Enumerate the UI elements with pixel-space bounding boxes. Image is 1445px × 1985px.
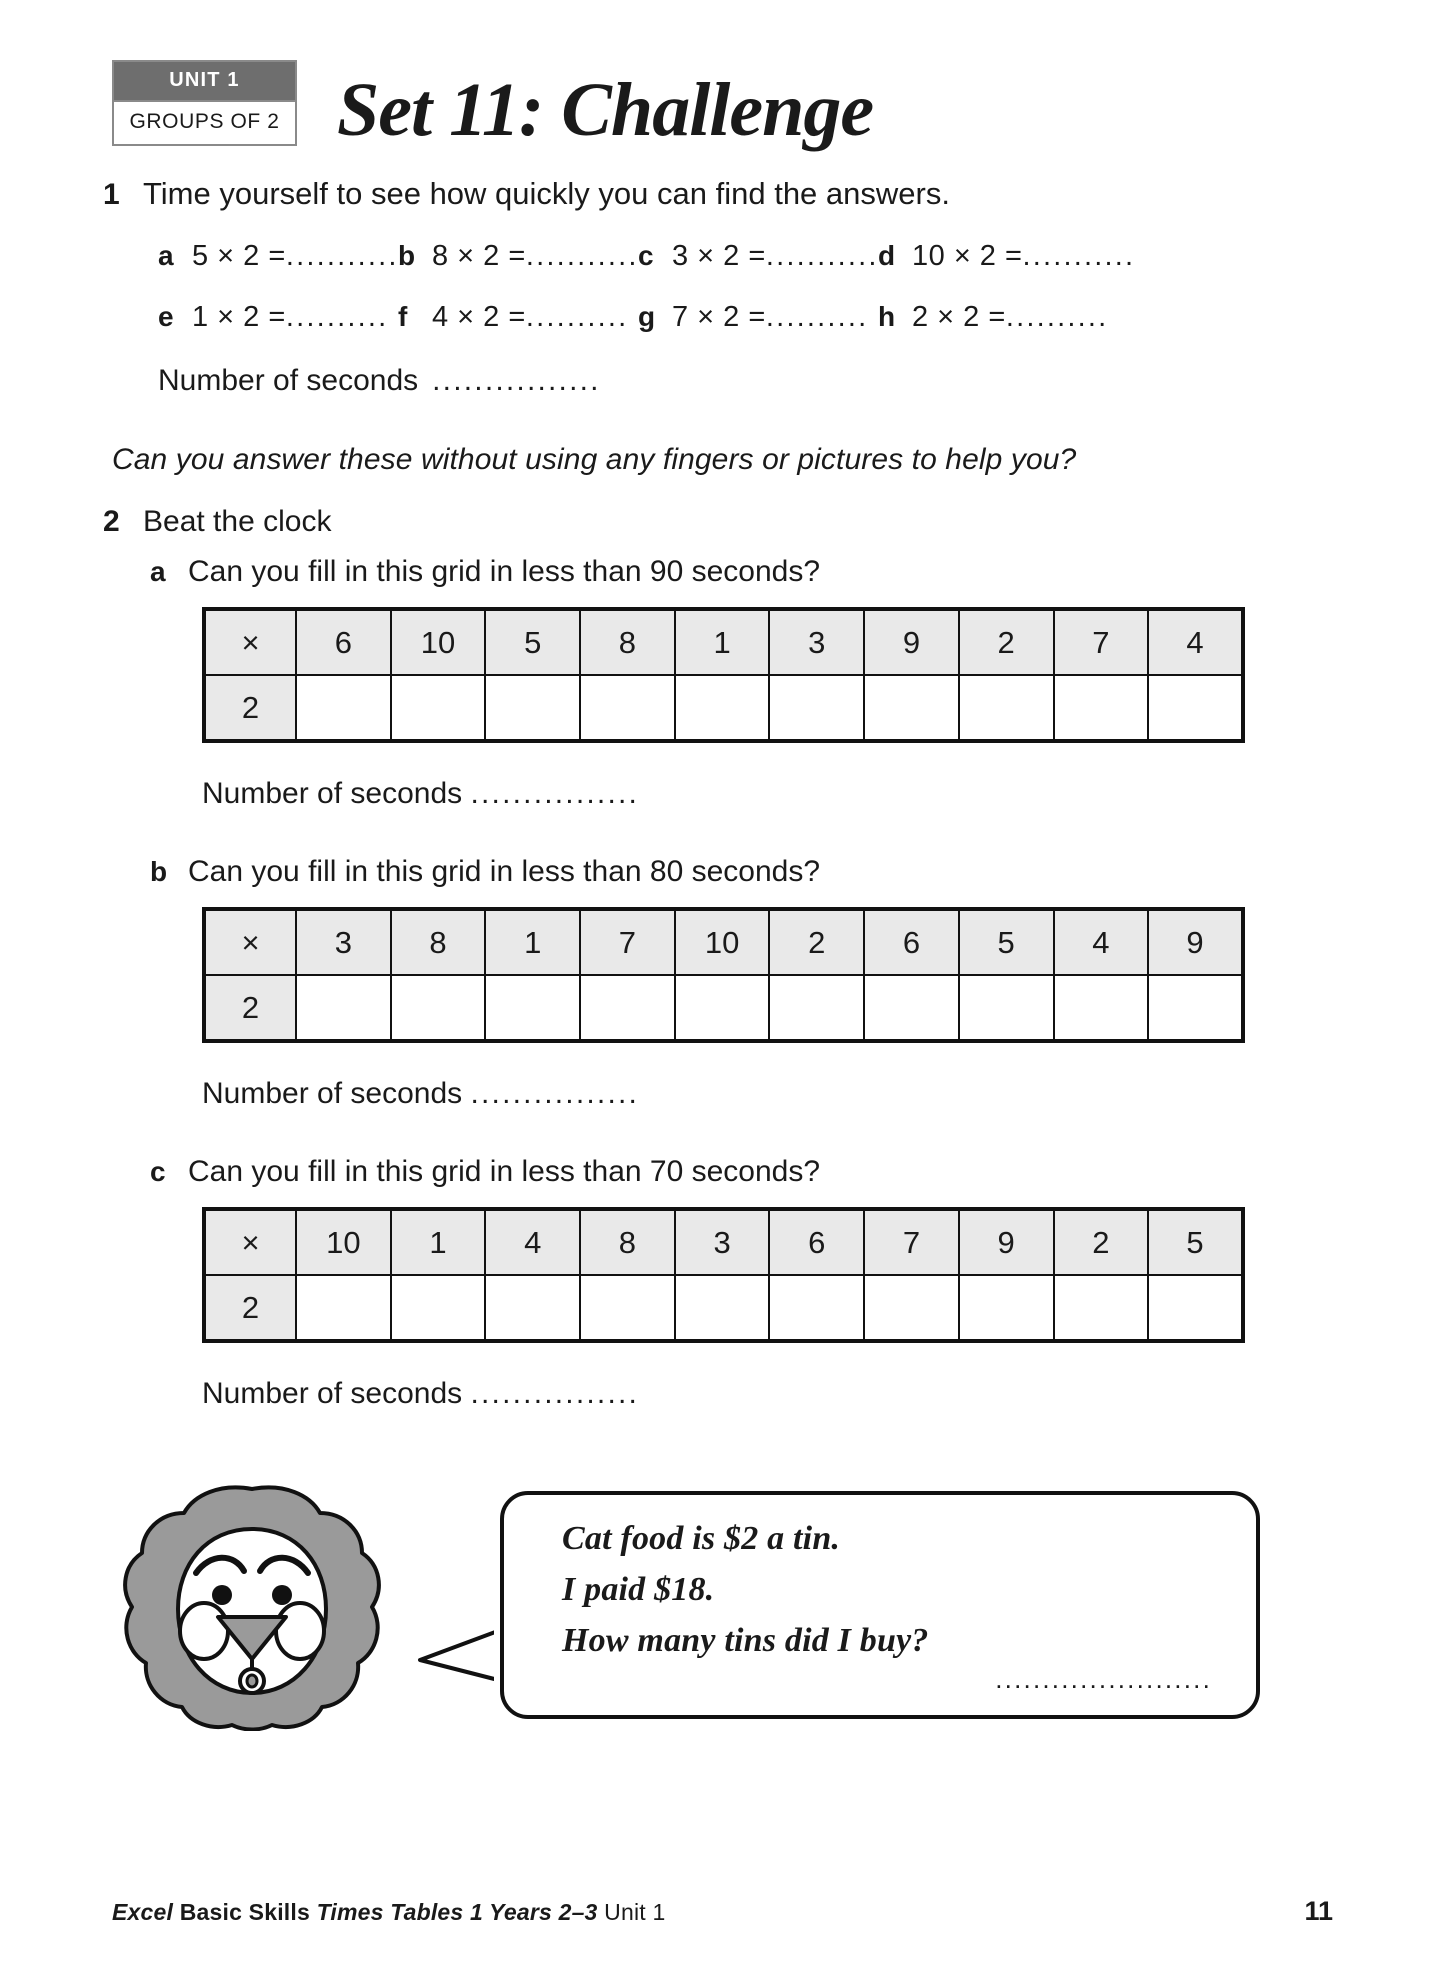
grid-c-cell-9[interactable] [1054, 1275, 1149, 1341]
grid-a-cell-4[interactable] [580, 675, 675, 741]
footer-series: Times Tables 1 Years 2–3 [316, 1899, 598, 1925]
problem-a [158, 240, 398, 273]
grid-c-h2: 1 [391, 1209, 486, 1275]
grid-c-cell-3[interactable] [485, 1275, 580, 1341]
grid-b-cell-4[interactable] [580, 975, 675, 1041]
page-title: Set 11: Challenge [337, 68, 874, 152]
grid-b-h0: × [204, 909, 296, 975]
problem-b-answer-blank[interactable]: ........... [525, 240, 639, 273]
problem-row-2 [0, 301, 1445, 334]
problem-h-expression: 2 × 2 = [912, 301, 1006, 334]
problem-f-answer-blank[interactable]: .......... [525, 301, 629, 334]
problem-d-letter: d [878, 240, 896, 272]
problem-g-answer-blank[interactable]: .......... [765, 301, 869, 334]
part-a-seconds-label: Number of seconds [202, 777, 463, 811]
grid-c-cell-6[interactable] [769, 1275, 864, 1341]
grid-b-cell-9[interactable] [1054, 975, 1149, 1041]
unit-badge [112, 60, 297, 146]
grid-c-header-row [204, 1209, 1243, 1275]
unit-badge-number: UNIT 1 [114, 62, 295, 100]
problem-g [638, 301, 878, 334]
grid-c-cell-5[interactable] [675, 1275, 770, 1341]
problem-g-letter: g [638, 301, 656, 333]
bubble-answer-blank[interactable]: ....................... [995, 1663, 1212, 1694]
problem-d-answer-blank[interactable]: ........... [1022, 240, 1136, 273]
part-c-heading [0, 1155, 1445, 1189]
italic-prompt: Can you answer these without using any fingers or pictures to help you? [112, 443, 1077, 477]
footer-brand-excel: Excel [112, 1899, 174, 1925]
problem-h-answer-blank[interactable]: .......... [1005, 301, 1109, 334]
grid-c-h7: 7 [864, 1209, 959, 1275]
grid-a-h5: 1 [675, 609, 770, 675]
grid-b-cell-5[interactable] [675, 975, 770, 1041]
part-b-seconds-blank[interactable]: ................ [470, 1077, 640, 1111]
grid-a-header-row [204, 609, 1243, 675]
grid-b-cell-3[interactable] [485, 975, 580, 1041]
part-b-seconds-line [0, 1077, 1445, 1111]
grid-b-h1: 3 [296, 909, 391, 975]
grid-a-h3: 5 [485, 609, 580, 675]
question-2-heading [0, 505, 1445, 539]
grid-b-h3: 1 [485, 909, 580, 975]
grid-a-cell-3[interactable] [485, 675, 580, 741]
footer-credit [112, 1899, 665, 1926]
grid-b-cell-2[interactable] [391, 975, 486, 1041]
grid-c-cell-2[interactable] [391, 1275, 486, 1341]
grid-b-cell-6[interactable] [769, 975, 864, 1041]
part-b-text: Can you fill in this grid in less than 80 seconds? [188, 855, 821, 889]
grid-c-cell-7[interactable] [864, 1275, 959, 1341]
grid-c-h6: 6 [769, 1209, 864, 1275]
grid-a-h10: 4 [1148, 609, 1243, 675]
q1-seconds-line [0, 364, 1445, 398]
grid-b-cell-1[interactable] [296, 975, 391, 1041]
grid-c-h8: 9 [959, 1209, 1054, 1275]
grid-c-h3: 4 [485, 1209, 580, 1275]
bubble-line-1: Cat food is $2 a tin. [562, 1520, 841, 1558]
grid-b-cell-8[interactable] [959, 975, 1054, 1041]
page-number: 11 [1304, 1896, 1333, 1926]
question-2-number: 2 [103, 505, 120, 539]
grid-b-cell-7[interactable] [864, 975, 959, 1041]
grid-a-cell-8[interactable] [959, 675, 1054, 741]
grid-a-wrapper [0, 607, 1445, 743]
grid-a-row-lead: 2 [204, 675, 296, 741]
grid-b-row-lead: 2 [204, 975, 296, 1041]
grid-b-h4: 7 [580, 909, 675, 975]
grid-a-cell-10[interactable] [1148, 675, 1243, 741]
q1-seconds-blank[interactable]: ................ [432, 364, 601, 398]
grid-a-h2: 10 [391, 609, 486, 675]
grid-a-h8: 2 [959, 609, 1054, 675]
problem-e-letter: e [158, 301, 174, 333]
grid-b [202, 907, 1245, 1043]
lion-mascot-icon [112, 1481, 392, 1731]
grid-c [202, 1207, 1245, 1343]
grid-b-cell-10[interactable] [1148, 975, 1243, 1041]
grid-b-answer-row [204, 975, 1243, 1041]
grid-c-row-lead: 2 [204, 1275, 296, 1341]
problem-h [878, 301, 1118, 334]
speech-bubble [500, 1491, 1260, 1719]
grid-b-header-row [204, 909, 1243, 975]
grid-c-h1: 10 [296, 1209, 391, 1275]
part-b-letter: b [150, 856, 168, 888]
part-a-text: Can you fill in this grid in less than 90 seconds? [188, 555, 821, 589]
grid-c-answer-row [204, 1275, 1243, 1341]
bubble-line-3: How many tins did I buy? [562, 1621, 929, 1659]
problem-h-letter: h [878, 301, 896, 333]
grid-c-h0: × [204, 1209, 296, 1275]
grid-b-h8: 5 [959, 909, 1054, 975]
problem-a-answer-blank[interactable]: ........... [285, 240, 399, 273]
grid-a-cell-2[interactable] [391, 675, 486, 741]
part-a-letter: a [150, 556, 166, 588]
word-problem-section [0, 1481, 1445, 1751]
grid-c-h10: 5 [1148, 1209, 1243, 1275]
problem-a-expression: 5 × 2 = [192, 240, 286, 273]
footer-brand-basic-skills: Basic Skills [179, 1899, 310, 1925]
grid-b-wrapper [0, 907, 1445, 1043]
part-c-seconds-line [0, 1377, 1445, 1411]
bubble-line-2: I paid $18. [562, 1571, 715, 1609]
problem-a-letter: a [158, 240, 174, 272]
grid-b-h6: 2 [769, 909, 864, 975]
speech-bubble-tail [410, 1626, 506, 1686]
part-b-heading [0, 855, 1445, 889]
question-1-text: Time yourself to see how quickly you can find the answers. [143, 176, 950, 212]
part-c-seconds-label: Number of seconds [202, 1377, 463, 1411]
part-b-seconds-label: Number of seconds [202, 1077, 463, 1111]
problem-b-expression: 8 × 2 = [432, 240, 526, 273]
problem-d-expression: 10 × 2 = [912, 240, 1023, 273]
problem-e-expression: 1 × 2 = [192, 301, 286, 334]
problem-b-letter: b [398, 240, 416, 272]
grid-c-wrapper [0, 1207, 1445, 1343]
grid-b-h10: 9 [1148, 909, 1243, 975]
grid-a-answer-row [204, 675, 1243, 741]
part-a-seconds-line [0, 777, 1445, 811]
part-c-text: Can you fill in this grid in less than 70 seconds? [188, 1155, 821, 1189]
question-2-text: Beat the clock [143, 505, 332, 539]
problem-g-expression: 7 × 2 = [672, 301, 766, 334]
page-header [0, 0, 1445, 152]
problem-c-letter: c [638, 240, 654, 272]
grid-b-h9: 4 [1054, 909, 1149, 975]
footer-unit: Unit 1 [604, 1899, 666, 1925]
question-1-heading [0, 176, 1445, 212]
problem-f [398, 301, 638, 334]
question-1-number: 1 [103, 178, 120, 212]
unit-badge-topic: GROUPS OF 2 [114, 100, 295, 144]
problem-f-letter: f [398, 301, 408, 333]
grid-a-cell-5[interactable] [675, 675, 770, 741]
grid-a-cell-6[interactable] [769, 675, 864, 741]
grid-c-h9: 2 [1054, 1209, 1149, 1275]
part-c-letter: c [150, 1156, 166, 1188]
grid-b-h7: 6 [864, 909, 959, 975]
problem-c-expression: 3 × 2 = [672, 240, 766, 273]
grid-a-cell-9[interactable] [1054, 675, 1149, 741]
problem-e [158, 301, 398, 334]
grid-b-h2: 8 [391, 909, 486, 975]
grid-a-h7: 9 [864, 609, 959, 675]
grid-c-h5: 3 [675, 1209, 770, 1275]
grid-c-h4: 8 [580, 1209, 675, 1275]
grid-a [202, 607, 1245, 743]
part-c-seconds-blank[interactable]: ................ [470, 1377, 640, 1411]
q1-seconds-label: Number of seconds [158, 364, 419, 398]
grid-a-h1: 6 [296, 609, 391, 675]
grid-b-h5: 10 [675, 909, 770, 975]
grid-a-h9: 7 [1054, 609, 1149, 675]
problem-b [398, 240, 638, 273]
grid-a-h6: 3 [769, 609, 864, 675]
page-footer [112, 1896, 1333, 1927]
problem-row-1 [0, 240, 1445, 273]
grid-a-h0: × [204, 609, 296, 675]
grid-c-cell-4[interactable] [580, 1275, 675, 1341]
problem-f-expression: 4 × 2 = [432, 301, 526, 334]
grid-a-cell-7[interactable] [864, 675, 959, 741]
grid-a-h4: 8 [580, 609, 675, 675]
grid-c-cell-10[interactable] [1148, 1275, 1243, 1341]
problem-c-answer-blank[interactable]: ........... [765, 240, 879, 273]
problem-c [638, 240, 878, 273]
part-a-seconds-blank[interactable]: ................ [470, 777, 640, 811]
grid-a-cell-1[interactable] [296, 675, 391, 741]
problem-d [878, 240, 1136, 273]
problem-e-answer-blank[interactable]: .......... [285, 301, 389, 334]
grid-c-cell-1[interactable] [296, 1275, 391, 1341]
grid-c-cell-8[interactable] [959, 1275, 1054, 1341]
part-a-heading [0, 555, 1445, 589]
